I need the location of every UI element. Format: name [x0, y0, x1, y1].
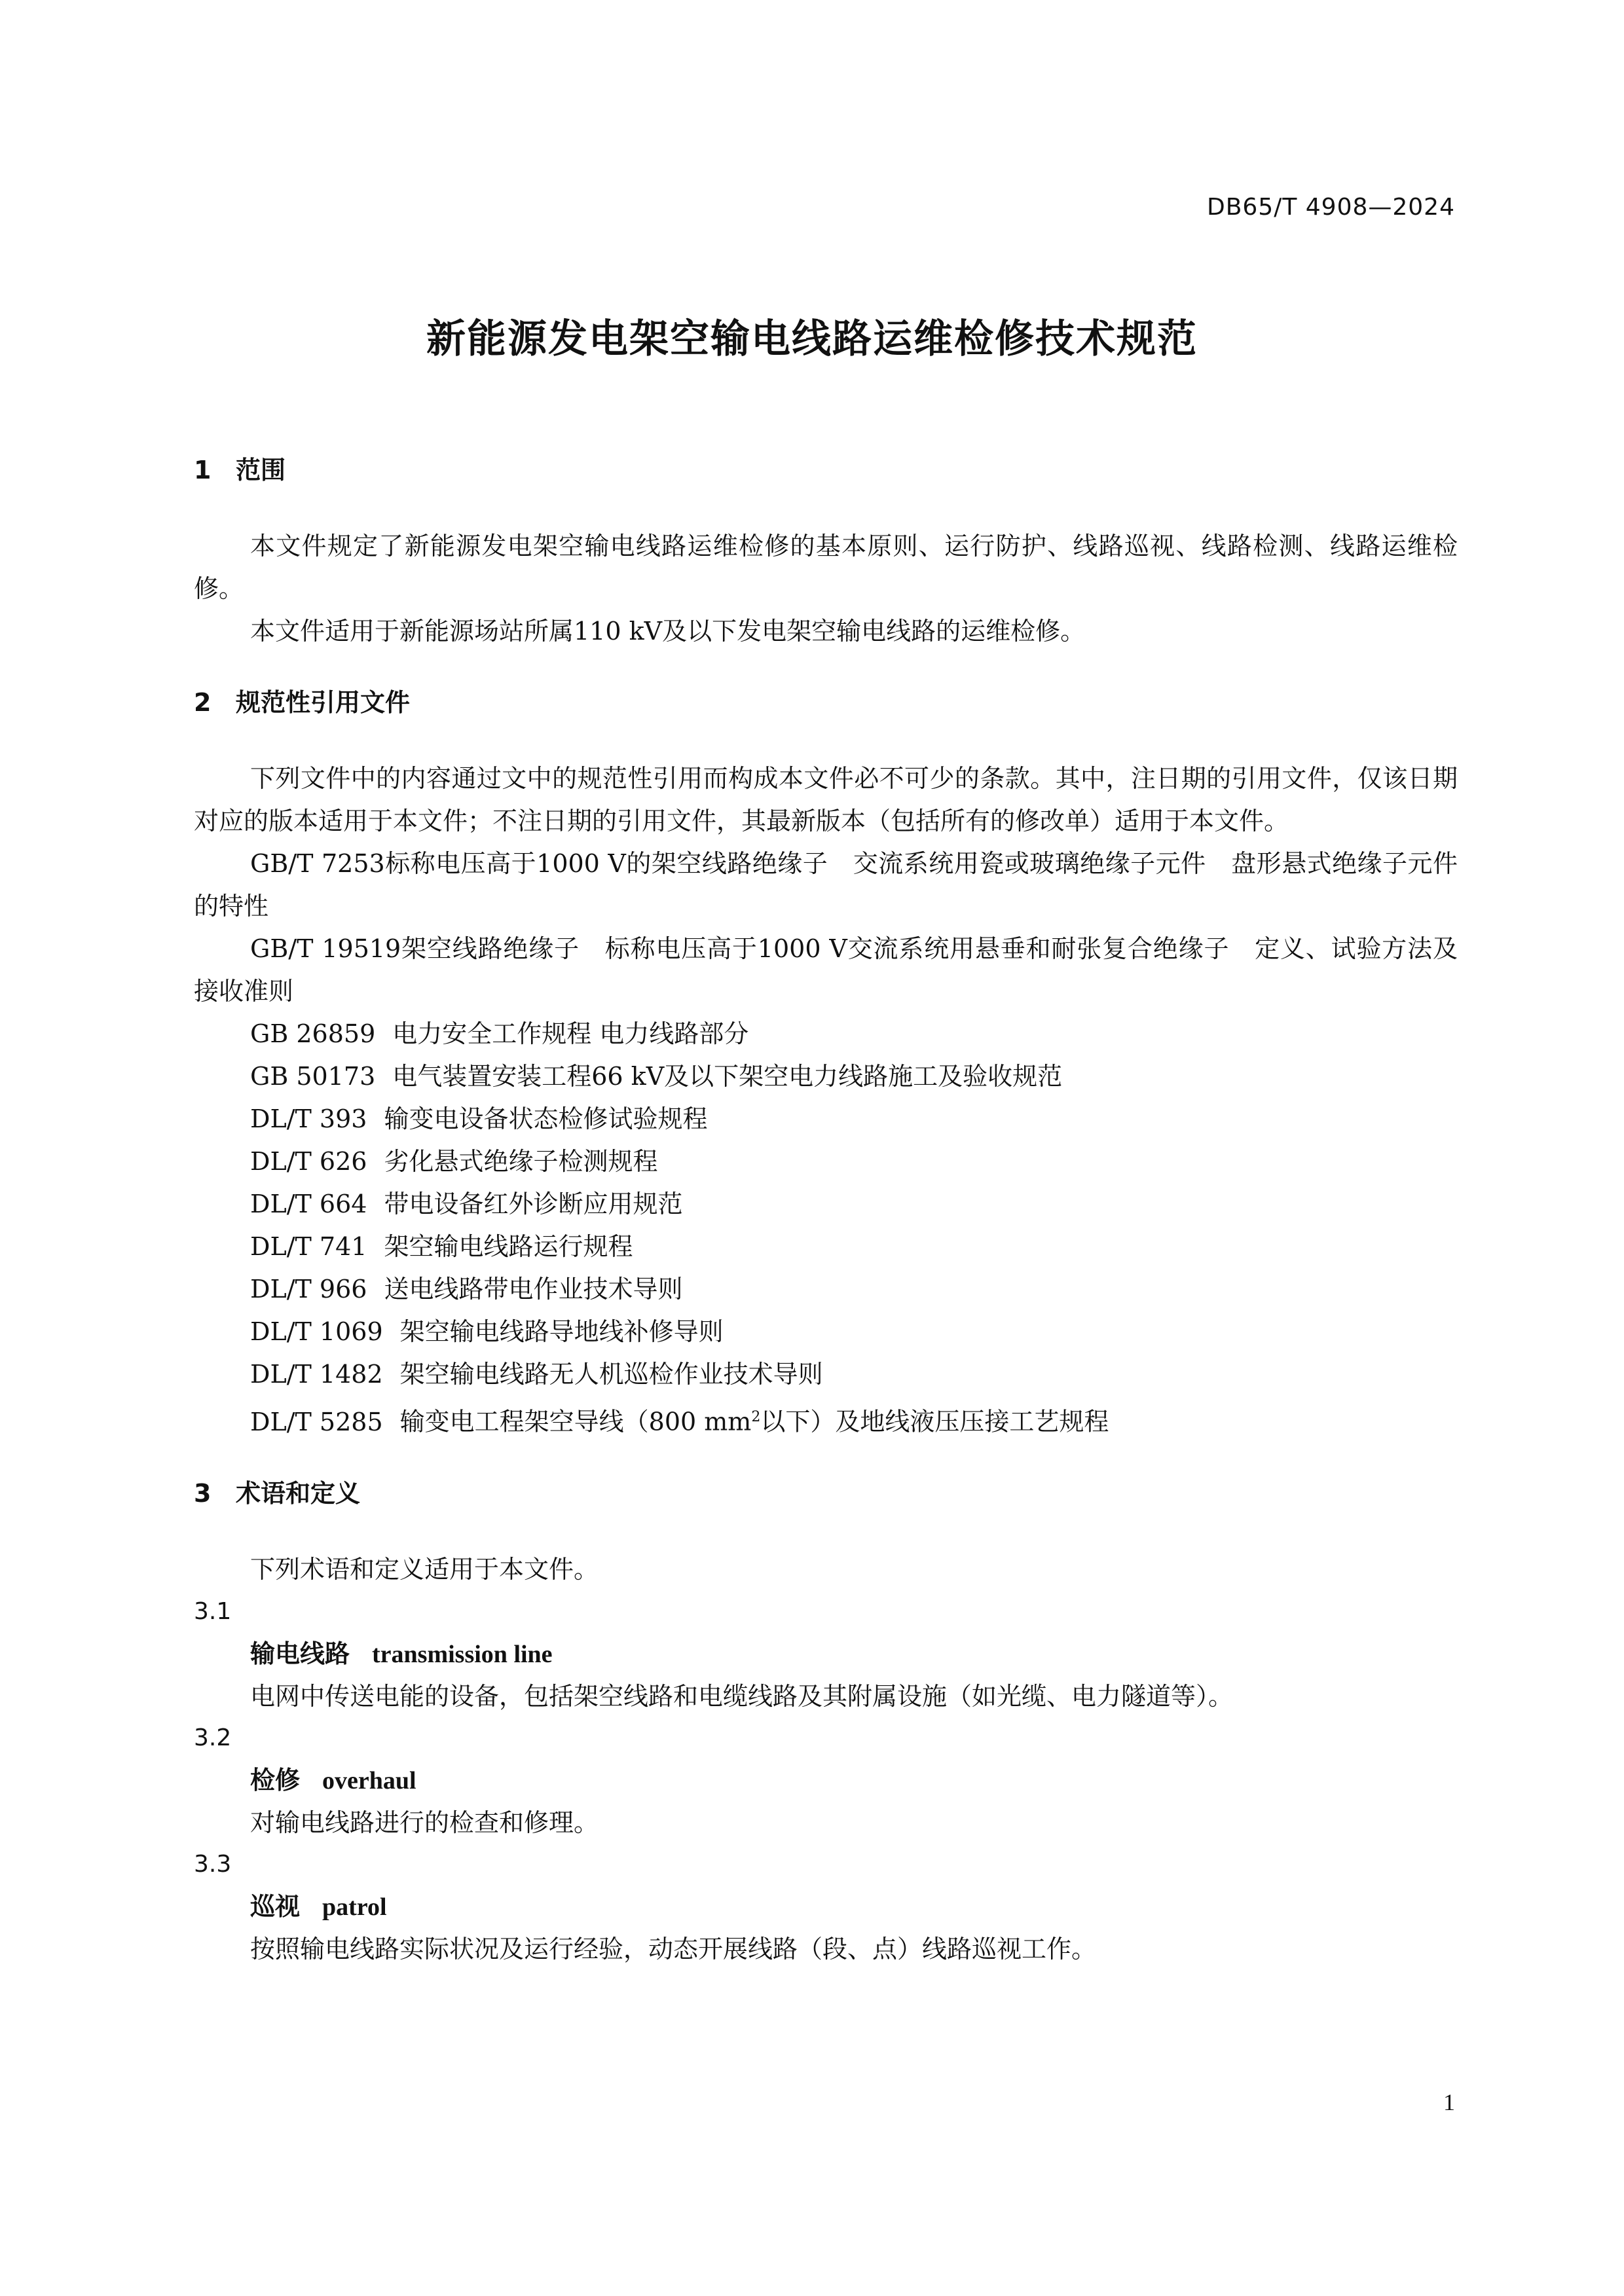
page-number: 1	[1443, 2089, 1455, 2115]
term-name	[194, 1759, 1458, 1802]
reference-title: 架空输电线路无人机巡检作业技术导则	[399, 1360, 823, 1389]
reference-code: DL/T 664	[250, 1190, 367, 1218]
term-number: 3.1	[194, 1597, 232, 1625]
paragraph: 本文件适用于新能源场站所属110 kV及以下发电架空输电线路的运维检修。	[250, 617, 1086, 646]
reference-item	[194, 1268, 1458, 1311]
reference-item	[194, 1311, 1458, 1353]
section-title: 术语和定义	[236, 1478, 361, 1508]
reference-code: GB/T 19519	[250, 934, 401, 963]
reference-item	[194, 1353, 1458, 1396]
reference-code: DL/T 5285	[250, 1407, 383, 1436]
document-title: 新能源发电架空输电线路运维检修技术规范	[426, 316, 1198, 362]
reference-item	[194, 928, 1458, 1013]
paragraph: 下列文件中的内容通过文中的规范性引用而构成本文件必不可少的条款。其中，注日期的引用文件，仅该日期对应的版本适用于本文件；不注日期的引用文件，其最新版本（包括所有的修改单）适用于本文件。	[194, 764, 1458, 835]
reference-code: DL/T 966	[250, 1275, 367, 1303]
section-heading-terms-and-definitions	[194, 1475, 1458, 1512]
section-heading-scope	[194, 452, 1458, 488]
reference-item	[194, 1055, 1458, 1098]
section-number: 3	[194, 1478, 212, 1508]
term-definition: 对输电线路进行的检查和修理。	[250, 1808, 599, 1837]
reference-title: 带电设备红外诊断应用规范	[384, 1190, 683, 1218]
paragraph: 下列术语和定义适用于本文件。	[250, 1554, 599, 1584]
reference-title-part: 输变电工程架空导线（800 mm	[399, 1407, 752, 1436]
reference-title: 架空输电线路导地线补修导则	[399, 1317, 724, 1346]
term-entry	[194, 1717, 1458, 1844]
reference-code: GB 50173	[250, 1062, 376, 1091]
document-body	[194, 452, 1458, 1970]
term-zh: 检修	[250, 1764, 301, 1795]
term-zh: 巡视	[250, 1891, 301, 1921]
reference-title: 劣化悬式绝缘子检测规程	[384, 1147, 658, 1176]
reference-title: 电气装置安装工程66 kV及以下架空电力线路施工及验收规范	[392, 1062, 1063, 1091]
reference-code: DL/T 1482	[250, 1360, 383, 1389]
document-number: DB65/T 4908—2024	[1206, 194, 1455, 221]
reference-item	[194, 843, 1458, 928]
term-en: overhaul	[322, 1766, 416, 1795]
reference-item	[194, 1013, 1458, 1055]
reference-title: 送电线路带电作业技术导则	[384, 1275, 683, 1303]
section-number: 1	[194, 456, 212, 484]
reference-code: DL/T 626	[250, 1147, 367, 1176]
reference-list	[194, 843, 1458, 1444]
reference-title: 架空输电线路运行规程	[384, 1232, 633, 1261]
reference-title: 输变电设备状态检修试验规程	[384, 1104, 708, 1133]
term-en: transmission line	[372, 1640, 553, 1668]
section-title: 范围	[236, 456, 286, 484]
superscript: 2	[751, 1409, 761, 1425]
section-number: 2	[194, 688, 212, 717]
term-number: 3.3	[194, 1850, 232, 1878]
term-entry	[194, 1844, 1458, 1970]
reference-code: GB/T 7253	[250, 849, 385, 878]
term-number: 3.2	[194, 1724, 232, 1751]
reference-title: 架空线路绝缘子 标称电压高于1000 V交流系统用悬垂和耐张复合绝缘子 定义、试验方法及接收准则	[194, 934, 1458, 1006]
reference-title: 电力安全工作规程 电力线路部分	[392, 1019, 749, 1048]
reference-code: DL/T 393	[250, 1104, 367, 1133]
reference-item	[194, 1140, 1458, 1183]
term-definition: 电网中传送电能的设备，包括架空线路和电缆线路及其附属设施（如光缆、电力隧道等）。	[250, 1681, 1234, 1711]
paragraph: 本文件规定了新能源发电架空输电线路运维检修的基本原则、运行防护、线路巡视、线路检测、线路运维检修。	[194, 532, 1458, 603]
term-zh: 输电线路	[250, 1638, 350, 1668]
term-en: patrol	[322, 1893, 387, 1921]
reference-title: 标称电压高于1000 V的架空线路绝缘子 交流系统用瓷或玻璃绝缘子元件 盘形悬式绝缘子元件的特性	[194, 849, 1458, 920]
term-definition: 按照输电线路实际状况及运行经验，动态开展线路（段、点）线路巡视工作。	[250, 1934, 1097, 1963]
reference-item	[194, 1226, 1458, 1268]
term-name	[194, 1886, 1458, 1928]
reference-code: DL/T 1069	[250, 1317, 383, 1346]
reference-item	[194, 1183, 1458, 1226]
term-entry	[194, 1591, 1458, 1717]
reference-item	[194, 1098, 1458, 1140]
section-title: 规范性引用文件	[236, 688, 411, 717]
term-name	[194, 1633, 1458, 1675]
reference-title-part: 以下）及地线液压压接工艺规程	[760, 1407, 1109, 1436]
reference-code: GB 26859	[250, 1019, 376, 1048]
reference-item	[194, 1396, 1458, 1444]
reference-code: DL/T 741	[250, 1232, 367, 1261]
section-heading-normative-references	[194, 684, 1458, 721]
